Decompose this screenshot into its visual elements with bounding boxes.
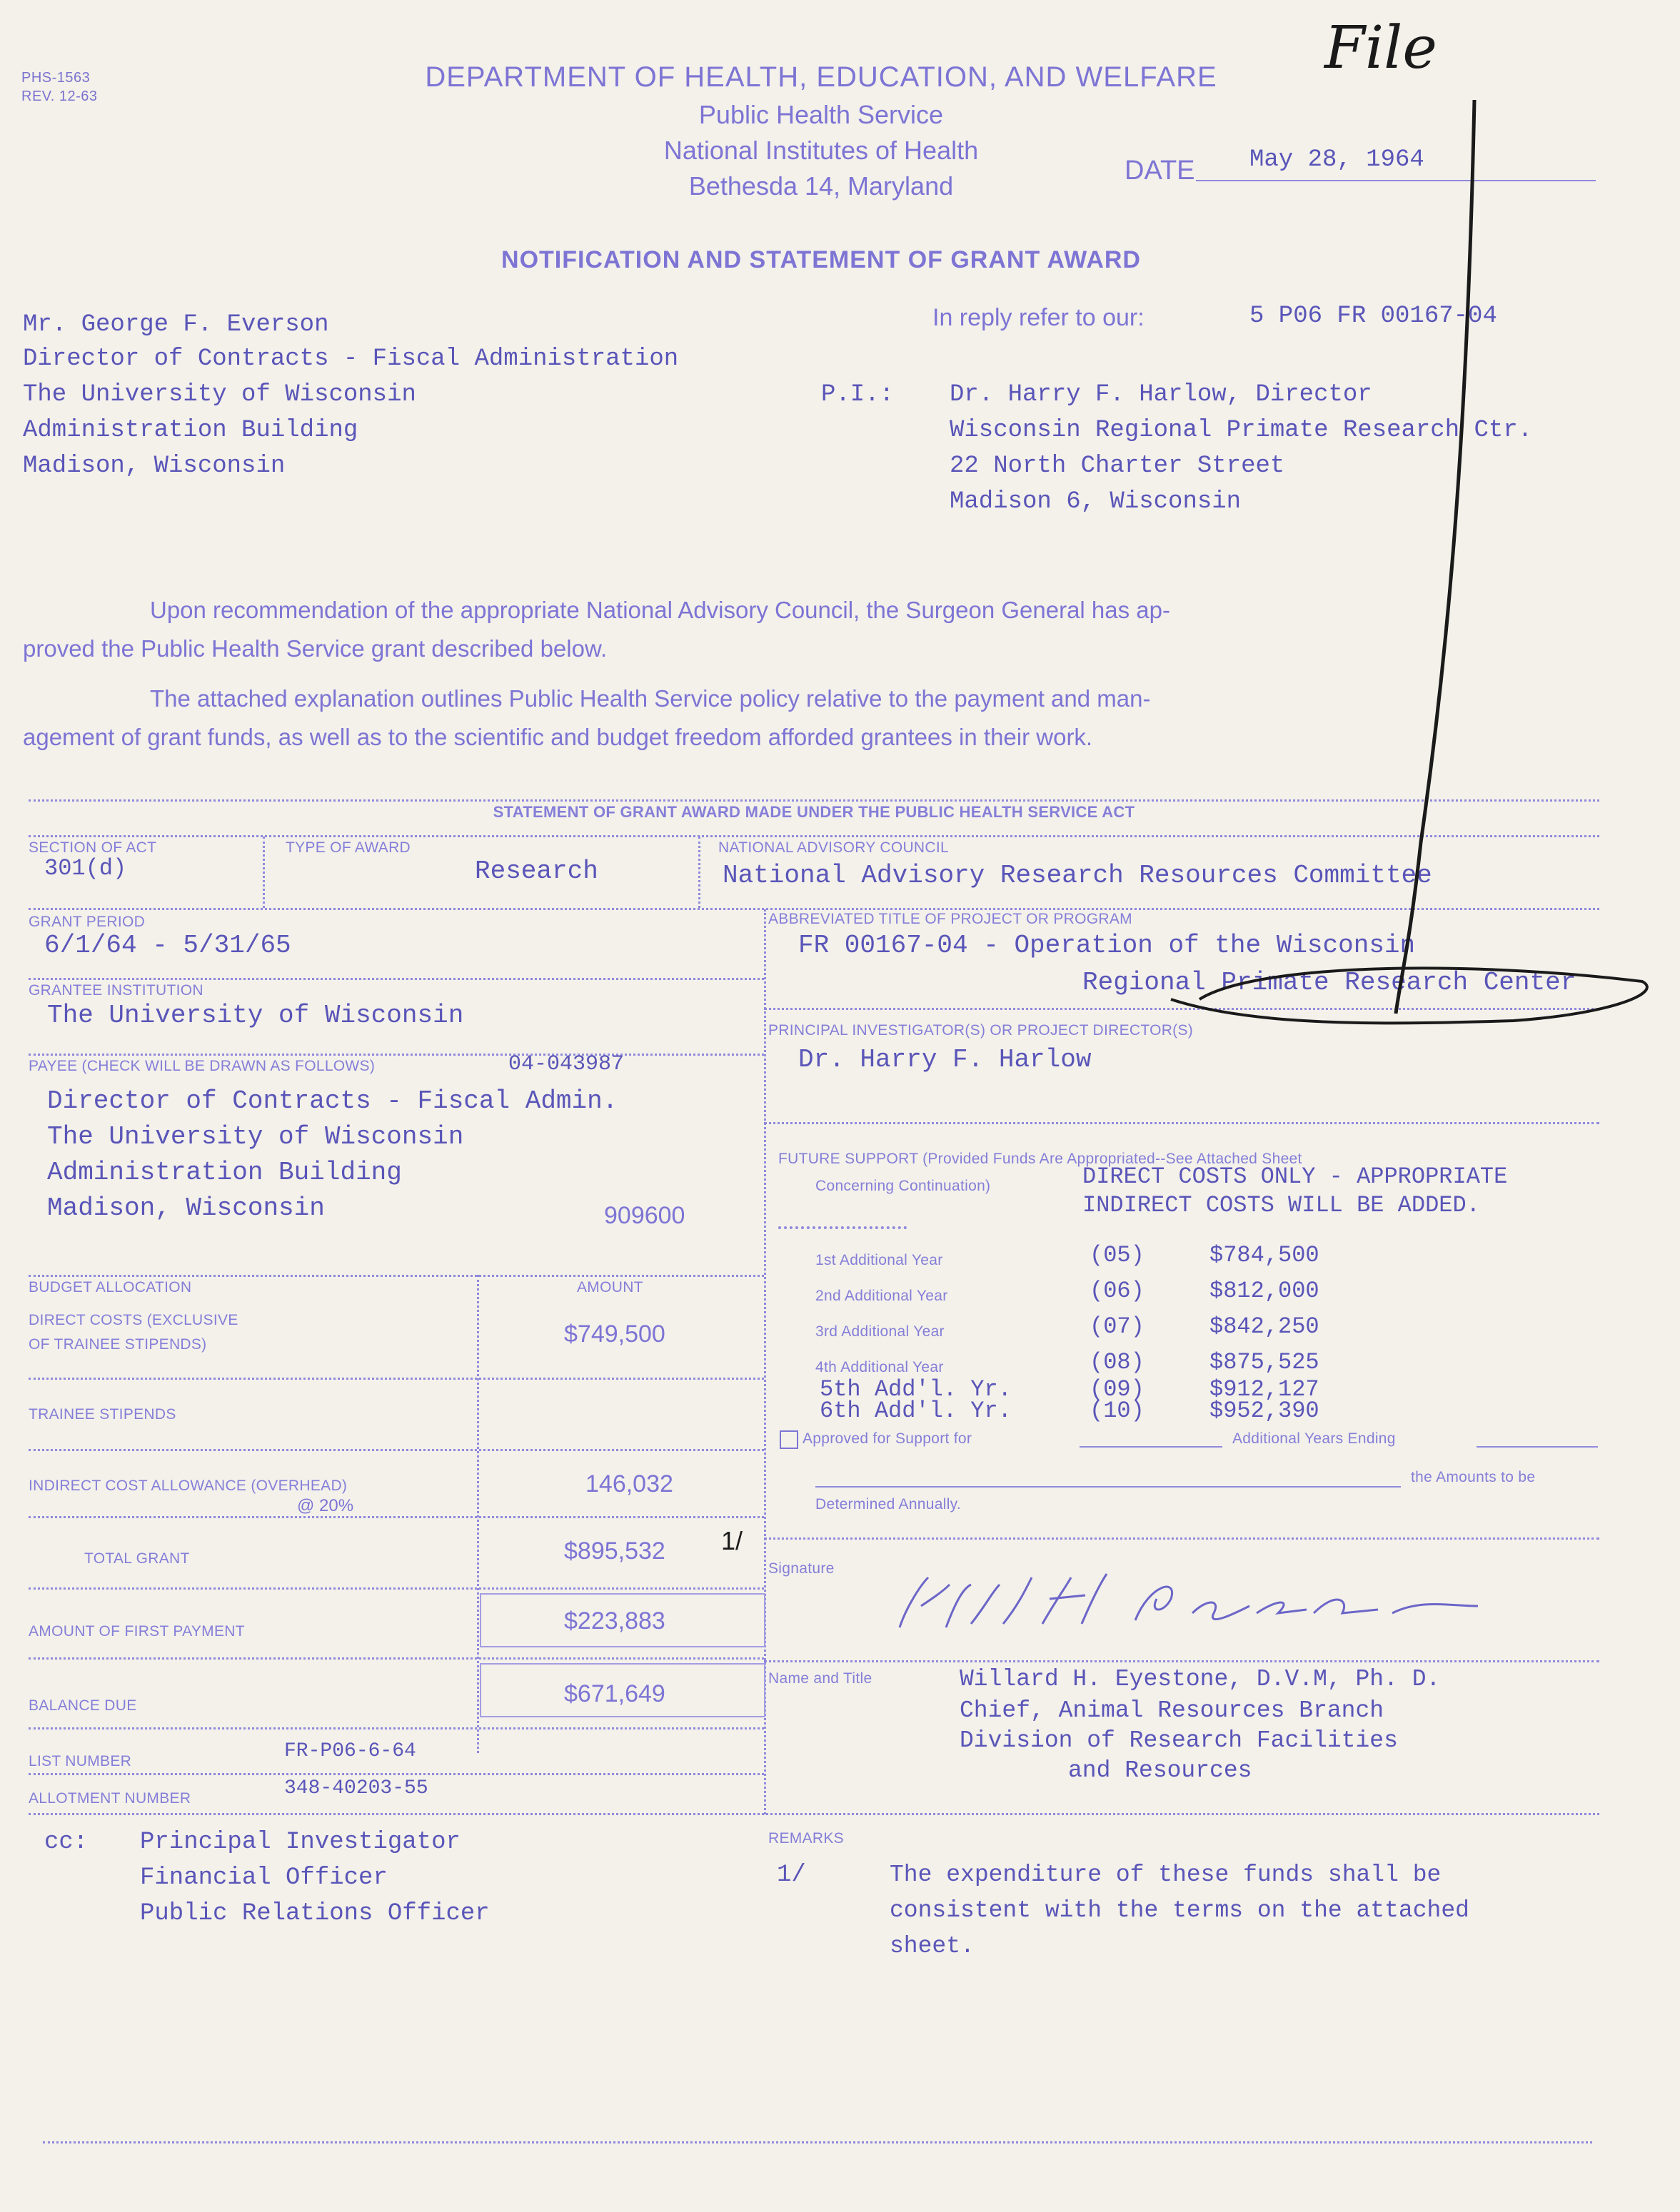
future-year-amount: $952,390 [1209,1398,1319,1424]
payee-label: PAYEE (CHECK WILL BE DRAWN AS FOLLOWS) [29,1058,376,1074]
section-of-act-value: 301(d) [44,855,127,882]
table-rule [29,1378,764,1380]
grant-period-value: 6/1/64 - 5/31/65 [44,931,291,960]
pi-line: Dr. Harry F. Harlow, Director [950,381,1372,408]
future-year-amount: $812,000 [1209,1278,1319,1304]
reply-reference: 5 P06 FR 00167-04 [1249,303,1497,330]
grantee-value: The University of Wisconsin [47,1001,464,1030]
remarks-line: consistent with the terms on the attached [890,1897,1469,1924]
future-year-label: 4th Additional Year [815,1359,944,1375]
type-of-award-value: Research [475,857,598,886]
payee-line: Director of Contracts - Fiscal Admin. [47,1086,618,1116]
payee-line: Madison, Wisconsin [47,1193,325,1223]
blank-line [1477,1446,1598,1448]
future-year-code: (06) [1090,1278,1145,1304]
paragraph-2-line-1: The attached explanation outlines Public Health Service policy relative to the payment and man- [150,685,1151,712]
pi-line: 22 North Charter Street [950,453,1285,480]
table-rule [29,978,764,980]
total-grant-amount: $895,532 [564,1537,665,1565]
department-heading: DEPARTMENT OF HEALTH, EDUCATION, AND WELFARE [425,61,1217,93]
direct-costs-amount: $749,500 [564,1320,665,1348]
section-of-act-label: SECTION OF ACT [29,839,157,856]
payee-number: 909600 [604,1202,685,1229]
table-rule [764,1122,1599,1124]
future-year-label: 1st Additional Year [815,1252,943,1268]
investigator-label: PRINCIPAL INVESTIGATOR(S) OR PROJECT DIRECTOR(S) [768,1022,1194,1039]
institutes-heading: National Institutes of Health [663,136,979,165]
years-ending-label: Additional Years Ending [1232,1430,1396,1447]
indirect-cost-label: INDIRECT COST ALLOWANCE (OVERHEAD) [29,1478,348,1494]
remarks-label: REMARKS [768,1830,844,1847]
approved-support-label: Approved for Support for [803,1430,972,1447]
cc-recipient: Principal Investigator [140,1829,461,1856]
table-rule [29,1587,764,1590]
column-divider [698,837,700,908]
cc-recipient: Public Relations Officer [140,1900,490,1927]
form-id: PHS-1563 [21,70,91,86]
blank-line [815,1486,1401,1488]
first-payment-amount: $223,883 [564,1607,665,1635]
reply-label: In reply refer to our: [932,304,1145,331]
determined-label: Determined Annually. [815,1496,962,1512]
future-year-code: (10) [1090,1398,1145,1424]
future-year-amount: $875,525 [1209,1349,1319,1375]
pi-line: Madison 6, Wisconsin [950,488,1242,515]
cc-label: cc: [44,1829,89,1856]
addressee-line: Administration Building [23,417,358,444]
project-title-label: ABBREVIATED TITLE OF PROJECT OR PROGRAM [768,911,1132,927]
direct-costs-label: DIRECT COSTS (EXCLUSIVE [29,1312,238,1328]
list-number-label: LIST NUMBER [29,1753,132,1769]
project-title-line-1: FR 00167-04 - Operation of the Wisconsin [798,931,1416,960]
struck-out-text [778,1226,907,1229]
remarks-line: The expenditure of these funds shall be [890,1862,1442,1888]
balance-due-label: BALANCE DUE [29,1697,137,1714]
indirect-rate: @ 20% [297,1496,354,1515]
table-rule [29,1449,764,1451]
addressee-line: Madison, Wisconsin [23,453,286,480]
table-rule [764,1537,1599,1540]
amount-label: AMOUNT [577,1279,643,1296]
name-and-title-label: Name and Title [768,1670,872,1687]
cc-recipient: Financial Officer [140,1864,388,1892]
future-year-code: (07) [1090,1313,1145,1340]
table-rule [29,1054,764,1056]
project-title-line-2: Regional Primate Research Center [1082,968,1576,997]
future-year-label: 6th Add'l. Yr. [820,1398,1012,1424]
table-rule [29,1727,764,1729]
location-heading: Bethesda 14, Maryland [688,171,954,201]
date-underline [1196,180,1596,181]
column-divider [263,837,265,908]
future-year-code: (05) [1090,1242,1145,1268]
total-grant-label: TOTAL GRANT [84,1550,190,1567]
page-bottom-rule [43,2141,1592,2143]
signature-label: Signature [768,1560,835,1577]
payee-code: 04-043987 [508,1052,625,1076]
payee-line: The University of Wisconsin [47,1122,464,1151]
table-rule [764,1660,1599,1662]
remarks-footnote-mark: 1/ [777,1862,806,1889]
pi-label: P.I.: [821,381,895,408]
approved-support-checkbox[interactable] [780,1430,798,1449]
grantee-label: GRANTEE INSTITUTION [29,982,203,999]
future-year-label: 5th Add'l. Yr. [820,1376,1012,1403]
amounts-label: the Amounts to be [1411,1469,1536,1485]
statement-title: STATEMENT OF GRANT AWARD MADE UNDER THE PUBLIC HEALTH SERVICE ACT [493,803,1135,821]
future-year-label: 3rd Additional Year [815,1323,945,1340]
addressee-line: The University of Wisconsin [23,381,416,408]
first-payment-label: AMOUNT OF FIRST PAYMENT [29,1623,245,1640]
allotment-number-value: 348-40203-55 [284,1777,428,1799]
blank-line [1080,1446,1222,1448]
total-grant-footnote: 1/ [721,1526,743,1555]
future-note-line-2: INDIRECT COSTS WILL BE ADDED. [1082,1192,1480,1218]
remarks-line: sheet. [890,1933,975,1959]
advisory-council-value: National Advisory Research Resources Committee [723,861,1432,890]
future-year-amount: $912,127 [1209,1376,1319,1403]
future-support-label: FUTURE SUPPORT (Provided Funds Are Appropriated--See Attached Sheet [778,1151,1302,1167]
table-rule [29,1773,764,1775]
table-top-rule [29,799,1599,802]
type-of-award-label: TYPE OF AWARD [286,839,411,856]
future-year-amount: $784,500 [1209,1242,1319,1268]
signer-line: and Resources [1068,1757,1252,1784]
payee-line: Administration Building [47,1158,402,1187]
investigator-value: Dr. Harry F. Harlow [798,1045,1092,1074]
addressee-line: Director of Contracts - Fiscal Administration [23,345,679,373]
direct-costs-label-2: OF TRAINEE STIPENDS) [29,1336,207,1353]
date-value: May 28, 1964 [1249,146,1424,173]
future-year-label: 2nd Additional Year [815,1288,948,1304]
handwritten-file-note: File [1324,14,1437,82]
signer-line: Division of Research Facilities [960,1727,1398,1754]
addressee-line: Mr. George F. Everson [23,311,329,338]
allotment-number-label: ALLOTMENT NUMBER [29,1790,191,1807]
advisory-council-label: NATIONAL ADVISORY COUNCIL [718,839,949,856]
paragraph-1-line-2: proved the Public Health Service grant described below. [23,635,608,662]
grant-period-label: GRANT PERIOD [29,914,146,930]
column-divider [477,1275,479,1753]
trainee-stipends-label: TRAINEE STIPENDS [29,1406,176,1423]
indirect-cost-amount: 146,032 [585,1470,673,1498]
table-rule [29,1657,764,1660]
list-number-value: FR-P06-6-64 [284,1740,416,1762]
signer-line: Chief, Animal Resources Branch [960,1697,1384,1724]
table-rule [29,1516,764,1518]
table-rule [29,1275,764,1277]
form-revision: REV. 12-63 [21,89,98,104]
future-year-code: (08) [1090,1349,1145,1375]
table-bottom-rule [29,1813,1599,1815]
signature-image [878,1556,1535,1649]
balance-due-amount: $671,649 [564,1680,665,1707]
future-note-line-1: DIRECT COSTS ONLY - APPROPRIATE [1082,1163,1508,1190]
future-support-label-2: Concerning Continuation) [815,1178,991,1194]
pi-line: Wisconsin Regional Primate Research Ctr. [950,417,1533,444]
budget-allocation-label: BUDGET ALLOCATION [29,1279,192,1296]
signer-line: Willard H. Eyestone, D.V.M, Ph. D. [960,1666,1441,1692]
date-label: DATE [1125,156,1195,186]
service-heading: Public Health Service [698,100,944,129]
future-year-amount: $842,250 [1209,1313,1319,1340]
paragraph-1-line-1: Upon recommendation of the appropriate National Advisory Council, the Surgeon General has ap- [150,597,1171,623]
future-year-code: (09) [1090,1376,1145,1403]
table-rule [29,908,1599,910]
table-rule [764,1008,1599,1010]
document-title: NOTIFICATION AND STATEMENT OF GRANT AWARD [501,246,1141,273]
paragraph-2-line-2: agement of grant funds, as well as to the scientific and budget freedom afforded grantees in their work. [23,724,1093,750]
